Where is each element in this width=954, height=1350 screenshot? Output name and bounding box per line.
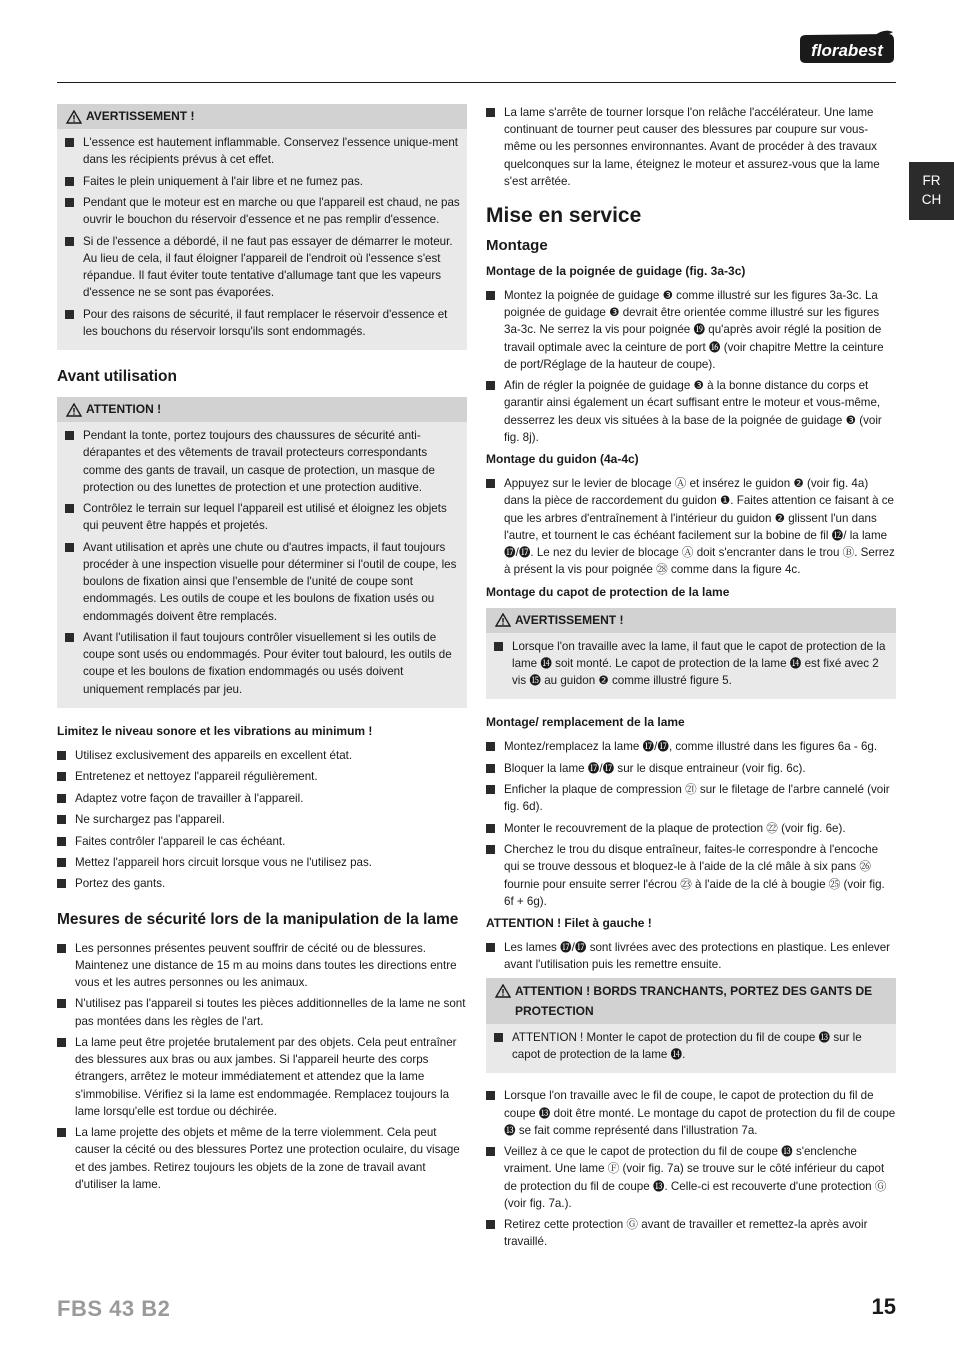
list-item: Faites le plein uniquement à l'air libre et ne fumez pas. xyxy=(65,173,461,190)
remplacement-heading: Montage/ remplacement de la lame xyxy=(486,715,685,730)
list-item: Afin de régler la poignée de guidage ❸ à la bonne distance du corps et garantir ainsi également un écart suffisant entre le moteur et vous-même, desserrez les deux vis situées à la base de la poignée de guidage ❸ (voir fig. 8j). xyxy=(486,377,896,446)
noise-heading: Limitez le niveau sonore et les vibrations au minimum ! xyxy=(57,723,373,738)
mise-en-service-heading: Mise en service xyxy=(486,204,642,228)
list-item: Monter le recouvrement de la plaque de protection ㉒ (voir fig. 6e). xyxy=(486,820,896,837)
list-item: Enficher la plaque de compression ㉑ sur le filetage de l'arbre cannelé (voir fig. 6d). xyxy=(486,781,896,815)
poignee-list xyxy=(486,287,896,446)
list-item: Les personnes présentes peuvent souffrir de cécité ou de blessures. Maintenez une distance de 15 m au moins dans toutes les directions entre vous et les autres personnes ou les animaux. xyxy=(57,940,467,992)
list-item: Retirez cette protection Ⓖ avant de travailler et remettez-la après avoir travaillé. xyxy=(486,1216,896,1250)
list-item: Veillez à ce que le capot de protection du fil de coupe ⓭ s'enclenche vraiment. Une lame Ⓕ (voir fig. 7a) se trouve sur le côté inférieur du capot de protection du fil de coupe ⓭. Celle-ci est recouverte d'une protection Ⓖ (voir fig. 7a.). xyxy=(486,1143,896,1212)
warning-box-header xyxy=(57,104,467,129)
warning-box-capot xyxy=(486,608,896,700)
list-item: La lame s'arrête de tourner lorsque l'on relâche l'accélérateur. Une lame continuant de tourner peut causer des blessures par coupure sur vous-même ou les personnes environnantes. Avant de procéder à des travaux quelconques sur la lame, éteignez le moteur et assurez-vous que la lame s'est arrêtée. xyxy=(486,104,896,190)
avant-utilisation-heading: Avant utilisation xyxy=(57,368,177,386)
warning-triangle-icon xyxy=(66,403,82,417)
list-item: Pour des raisons de sécurité, il faut remplacer le réservoir d'essence et les bouchons du réservoir lorsqu'ils sont endommagés. xyxy=(65,306,461,340)
attention-title: ATTENTION ! xyxy=(86,402,162,417)
list-item: Si de l'essence a débordé, il ne faut pas essayer de démarrer le moteur. Au lieu de cela, il faut éloigner l'appareil de l'endroit où l'essence s'est répandue. Il faut éviter toute tentative d'allumage tant que les vapeurs d'essence ne se sont pas évaporées. xyxy=(65,233,461,302)
list-item: Portez des gants. xyxy=(57,875,467,892)
list-item: Adaptez votre façon de travailler à l'appareil. xyxy=(57,790,467,807)
left-column xyxy=(57,104,467,1197)
noise-list xyxy=(57,747,467,893)
list-item: Lorsque l'on travaille avec le fil de coupe, le capot de protection du fil de coupe ⓭ doit être monté. Le montage du capot de protection du fil de coupe ⓭ se fait comme représenté dans l'illustration 7a. xyxy=(486,1087,896,1139)
list-item: Ne surchargez pas l'appareil. xyxy=(57,811,467,828)
header-rule xyxy=(57,82,896,83)
warning-triangle-icon xyxy=(495,984,511,998)
top-list xyxy=(486,104,896,190)
capot-box-header xyxy=(486,608,896,633)
montage-heading: Montage xyxy=(486,237,548,255)
attention-box-header xyxy=(57,397,467,422)
list-item: L'essence est hautement inflammable. Conservez l'essence unique-ment dans les récipients prévus à cet effet. xyxy=(65,134,461,168)
list-item: Bloquer la lame ⓱/⓱ sur le disque entraineur (voir fig. 6c). xyxy=(486,760,896,777)
list-item: Montez la poignée de guidage ❸ comme illustré sur les figures 3a-3c. La poignée de guidage ❸ devrait être orientée comme illustré sur les figures 3a-3c. Ne serrez la vis pour poignée ⓳ qu'après avoir réglé la position de travail optimale avec la ceinture de port ⓰ (voir chapitre Mettre la ceinture de port/Réglage de la hauteur de coupe). xyxy=(486,287,896,373)
list-item: Avant utilisation et après une chute ou d'autres impacts, il faut toujours procéder à une inspection visuelle pour déterminer si l'outil de coupe, les boulons de fixation ainsi que l'ensemble de l'unité de coupe sont endommagés. Les outils de coupe et les boulons de fixation usés ou endommagés doivent être remplacés. xyxy=(65,539,461,625)
list-item: ATTENTION ! Monter le capot de protection du fil de coupe ⓭ sur le capot de protection de la lame ⓮. xyxy=(494,1029,890,1063)
list-item: Pendant que le moteur est en marche ou que l'appareil est chaud, ne pas ouvrir le bouchon du réservoir d'essence et ne pas remplir d'essence. xyxy=(65,194,461,228)
lang-ch: CH xyxy=(921,192,942,207)
sharp-edges-list xyxy=(486,1024,896,1063)
filet-heading: ATTENTION ! Filet à gauche ! xyxy=(486,916,652,931)
list-item: Utilisez exclusivement des appareils en excellent état. xyxy=(57,747,467,764)
guidon-list xyxy=(486,475,896,578)
florabest-logo xyxy=(796,28,898,68)
capot-box-title: AVERTISSEMENT ! xyxy=(515,612,624,627)
safety-heading: Mesures de sécurité lors de la manipulation de la lame xyxy=(57,910,459,928)
attention-box xyxy=(57,397,467,708)
capot-list xyxy=(486,633,896,690)
lang-fr: FR xyxy=(922,173,941,188)
list-item: Montez/remplacez la lame ⓱/⓱, comme illustré dans les figures 6a - 6g. xyxy=(486,738,896,755)
sharp-edges-header xyxy=(486,978,896,1024)
list-item: Lorsque l'on travaille avec la lame, il faut que le capot de protection de la lame ⓮ soit monté. Le capot de protection de la lame ⓮ est fixé avec 2 vis ⓯ au guidon ❷ comme illustré figure 5. xyxy=(494,638,890,690)
attention-list xyxy=(57,422,467,698)
warning-box-fuel xyxy=(57,104,467,350)
list-item: Faites contrôler l'appareil le cas échéant. xyxy=(57,833,467,850)
right-column xyxy=(486,104,896,1255)
list-item: La lame projette des objets et même de la terre violemment. Cela peut causer la cécité ou des blessures Portez une protection oculaire, du visage et des jambes. Retirez toujours les objets de la zone de travail avant d'utiliser la lame. xyxy=(57,1124,467,1193)
final-list xyxy=(486,1087,896,1250)
svg-text:florabest: florabest xyxy=(811,41,883,60)
language-tab xyxy=(909,162,954,220)
warning-triangle-icon xyxy=(66,110,82,124)
capot-heading: Montage du capot de protection de la lame xyxy=(486,584,730,599)
remplacement-list xyxy=(486,738,896,910)
list-item: Appuyez sur le levier de blocage Ⓐ et insérez le guidon ❷ (voir fig. 4a) dans la pièce de raccordement du guidon ❶. Faites attention ce faisant à ce que les arbres d'entraînement à l'intérieur du guidon ❷ glissent l'un dans l'autre, et tournent le cas échéant facilement sur la bobine de fil ⓬/ la lame ⓱/⓱. Le nez du levier de blocage Ⓐ doit s'encranter dans le trou Ⓑ. Serrez à présent la vis pour poignée ㉘ comme dans la figure 4c. xyxy=(486,475,896,578)
list-item: Entretenez et nettoyez l'appareil régulièrement. xyxy=(57,768,467,785)
list-item: N'utilisez pas l'appareil si toutes les pièces additionnelles de la lame ne sont pas montées dans les règles de l'art. xyxy=(57,995,467,1029)
sharp-edges-box xyxy=(486,978,896,1074)
guidon-heading: Montage du guidon (4a-4c) xyxy=(486,452,639,467)
footer-model: FBS 43 B2 xyxy=(57,1296,171,1321)
warning-title: AVERTISSEMENT ! xyxy=(86,109,195,123)
list-item: Cherchez le trou du disque entraîneur, faites-le correspondre à l'encoche qui se trouve dessous et bloquez-le à l'aide de la clé mâle à six pans ㉖ fournie pour ensuite serrer l'écrou ㉓ à l'aide de la clé à bougie ㉕ (voir fig. 6f + 6g). xyxy=(486,841,896,910)
filet-list xyxy=(486,939,896,973)
list-item: La lame peut être projetée brutalement par des objets. Cela peut entraîner des blessures aux bras ou aux jambes. Si l'appareil heurte des corps étrangers, arrêtez le moteur immédiatement et attendez que la lame s'immobilise. Vérifiez si la lame est endommagée. Remplacez toujours la lame lorsqu'elle est tordue ou déchirée. xyxy=(57,1034,467,1120)
safety-list xyxy=(57,940,467,1193)
list-item: Pendant la tonte, portez toujours des chaussures de sécurité anti-dérapantes et des vêtements de travail protecteurs correspondants comme des gants de travail, un casque de protection, un masque de protection ou des lunettes de protection et une protection auditive. xyxy=(65,427,461,496)
warning-triangle-icon xyxy=(495,613,511,627)
list-item: Mettez l'appareil hors circuit lorsque vous ne l'utilisez pas. xyxy=(57,854,467,871)
sharp-edges-title: ATTENTION ! BORDS TRANCHANTS, PORTEZ DES GANTS DE PROTECTION xyxy=(515,983,873,1018)
list-item: Avant l'utilisation il faut toujours contrôler visuellement si les outils de coupe sont usés ou endommagés. Pour éviter tout balourd, les outils de coupe et les boulons de fixation endommagés ou usés doivent uniquement remplacés par jeu. xyxy=(65,629,461,698)
poignee-heading: Montage de la poignée de guidage (fig. 3a-3c) xyxy=(486,264,746,279)
list-item: Les lames ⓱/⓱ sont livrées avec des protections en plastique. Les enlever avant l'utilisation puis les remettre ensuite. xyxy=(486,939,896,973)
page-number: 15 xyxy=(871,1294,896,1319)
warning-list xyxy=(57,129,467,340)
list-item: Contrôlez le terrain sur lequel l'appareil est utilisé et éloignez les objets qui peuvent être happés et projetés. xyxy=(65,500,461,534)
